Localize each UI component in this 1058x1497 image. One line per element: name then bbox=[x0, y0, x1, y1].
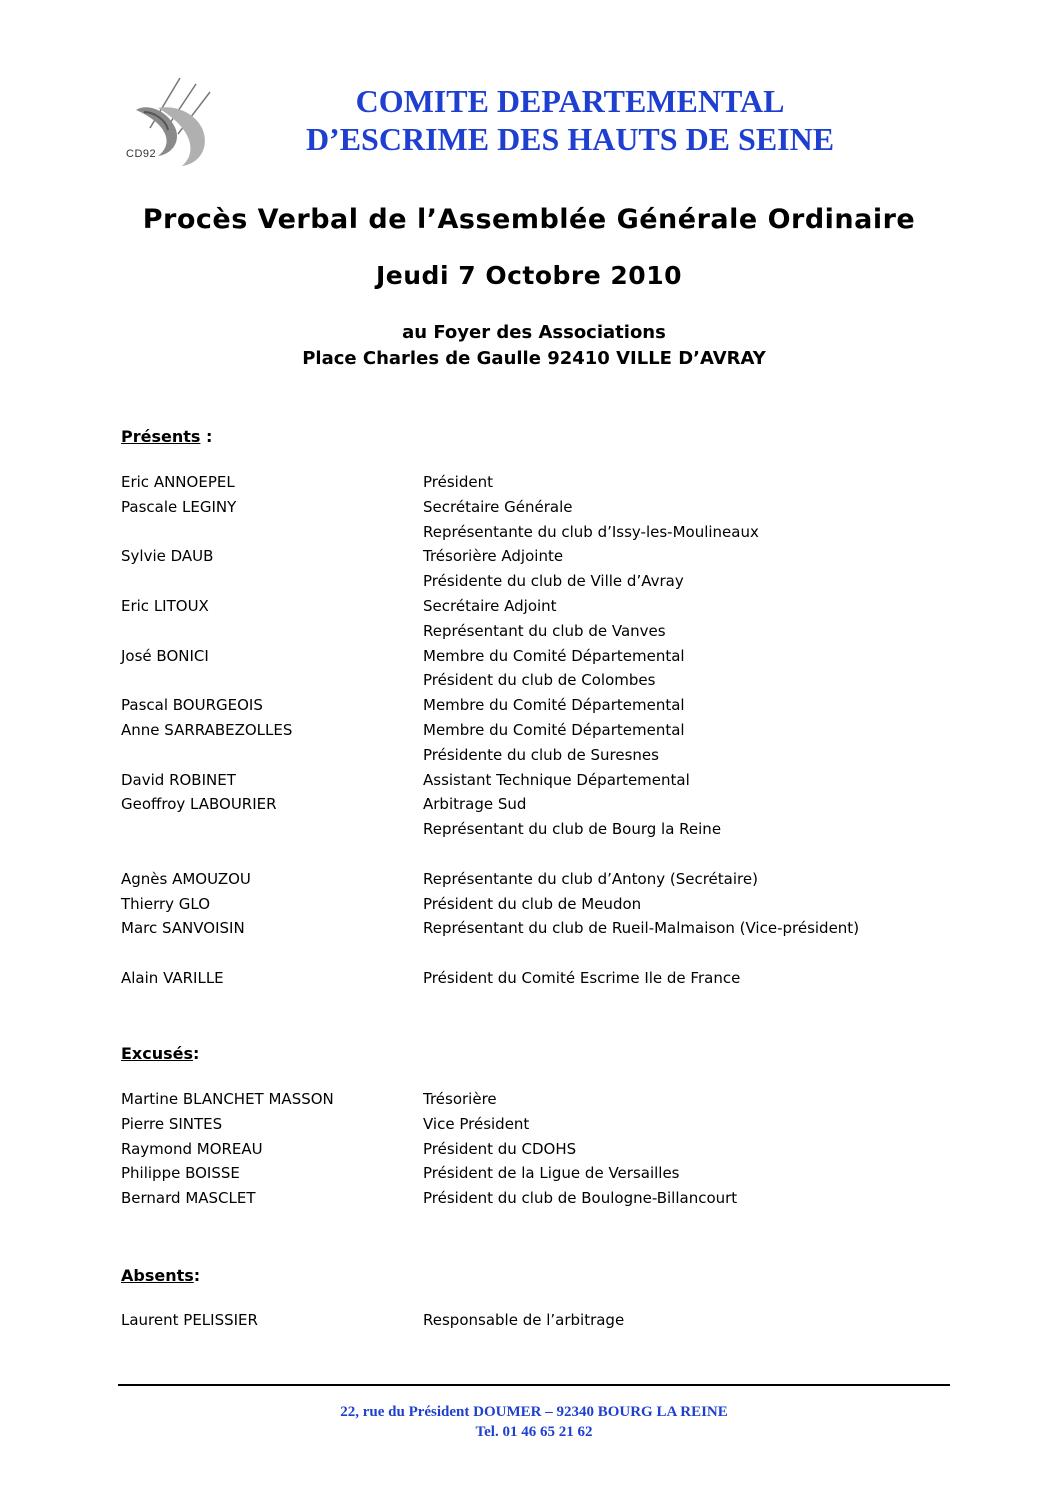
person-role: Membre du Comité Départemental bbox=[423, 720, 685, 739]
absents-heading bbox=[121, 1265, 200, 1287]
person-role: Membre du Comité Départemental bbox=[423, 646, 685, 665]
person-role: Arbitrage Sud bbox=[423, 795, 527, 814]
logo-text: CD92 bbox=[126, 148, 157, 160]
person-role: Président du CDOHS bbox=[423, 1139, 577, 1158]
person-name: Pascale LEGINY bbox=[121, 497, 237, 516]
document-title: Procès Verbal de l’Assemblée Générale Ordinaire bbox=[142, 204, 916, 235]
person-name: Raymond MOREAU bbox=[121, 1139, 263, 1158]
person-role: Président du club de Meudon bbox=[423, 894, 642, 913]
meeting-place-line2: Place Charles de Gaulle 92410 VILLE D’AVRAY bbox=[302, 348, 766, 369]
person-name: Eric ANNOEPEL bbox=[121, 473, 235, 491]
absents-heading-suffix: : bbox=[193, 1266, 201, 1285]
excuses-heading-label: Excusés bbox=[121, 1044, 194, 1063]
person-name: Pierre SINTES bbox=[121, 1114, 223, 1133]
person-name: Laurent PELISSIER bbox=[121, 1311, 258, 1329]
organization-title-line2: D’ESCRIME DES HAUTS DE SEINE bbox=[305, 121, 835, 157]
person-role: Représentant du club de Rueil-Malmaison (Vice-président) bbox=[423, 919, 860, 938]
footer-address: 22, rue du Président DOUMER – 92340 BOURG LA REINE bbox=[340, 1404, 728, 1420]
person-role: Membre du Comité Départemental bbox=[423, 696, 685, 715]
excuses-heading-suffix: : bbox=[193, 1044, 200, 1063]
person-role: Représentant du club de Vanves bbox=[423, 621, 666, 640]
person-role: Représentant du club de Bourg la Reine bbox=[423, 820, 722, 839]
footer bbox=[0, 1402, 1058, 1442]
meeting-place bbox=[0, 320, 1058, 372]
person-role: Secrétaire Adjoint bbox=[423, 596, 557, 615]
person-name: Martine BLANCHET MASSON bbox=[121, 1090, 334, 1108]
person-role: Trésorière bbox=[423, 1090, 497, 1108]
person-name: Agnès AMOUZOU bbox=[121, 869, 251, 888]
person-name: Alain VARILLE bbox=[121, 968, 224, 987]
person-role: Président bbox=[423, 473, 493, 491]
person-name: Geoffroy LABOURIER bbox=[121, 795, 277, 814]
person-name: Thierry GLO bbox=[121, 894, 211, 913]
absents-heading-label: Absents bbox=[121, 1266, 194, 1285]
organization-title-line1: COMITE DEPARTEMENTAL bbox=[355, 83, 785, 119]
person-role: Présidente du club de Ville d’Avray bbox=[423, 572, 684, 591]
cd92-logo bbox=[118, 72, 228, 172]
presents-heading bbox=[121, 426, 212, 448]
person-name: José BONICI bbox=[121, 646, 209, 665]
footer-phone: Tel. 01 46 65 21 62 bbox=[475, 1424, 593, 1440]
footer-divider bbox=[118, 1384, 950, 1386]
person-name: Marc SANVOISIN bbox=[121, 919, 245, 938]
presents-heading-label: Présents bbox=[121, 427, 201, 446]
person-role: Présidente du club de Suresnes bbox=[423, 745, 659, 764]
person-name: David ROBINET bbox=[121, 770, 236, 789]
person-role: Représentante du club d’Issy-les-Moulineaux bbox=[423, 522, 759, 541]
person-name: Sylvie DAUB bbox=[121, 547, 214, 566]
presents-heading-suffix: : bbox=[200, 427, 213, 446]
person-role: Secrétaire Générale bbox=[423, 497, 573, 516]
person-role: Président de la Ligue de Versailles bbox=[423, 1164, 680, 1183]
person-role: Représentante du club d’Antony (Secrétaire) bbox=[423, 869, 758, 888]
person-role: Président du Comité Escrime Ile de France bbox=[423, 968, 741, 987]
person-name: Philippe BOISSE bbox=[121, 1164, 240, 1183]
person-name: Pascal BOURGEOIS bbox=[121, 696, 263, 715]
organization-title bbox=[250, 82, 890, 158]
person-role: Assistant Technique Départemental bbox=[423, 770, 690, 789]
excuses-heading bbox=[121, 1043, 199, 1065]
meeting-place-line1: au Foyer des Associations bbox=[402, 322, 666, 343]
person-name: Bernard MASCLET bbox=[121, 1189, 256, 1208]
person-name: Anne SARRABEZOLLES bbox=[121, 720, 293, 739]
person-role: Vice Président bbox=[423, 1114, 530, 1133]
person-role: Président du club de Boulogne-Billancourt bbox=[423, 1189, 738, 1208]
meeting-date: Jeudi 7 Octobre 2010 bbox=[376, 261, 682, 290]
person-name: Eric LITOUX bbox=[121, 596, 209, 615]
person-role: Président du club de Colombes bbox=[423, 671, 656, 690]
person-role: Responsable de l’arbitrage bbox=[423, 1311, 625, 1329]
person-role: Trésorière Adjointe bbox=[423, 547, 564, 566]
